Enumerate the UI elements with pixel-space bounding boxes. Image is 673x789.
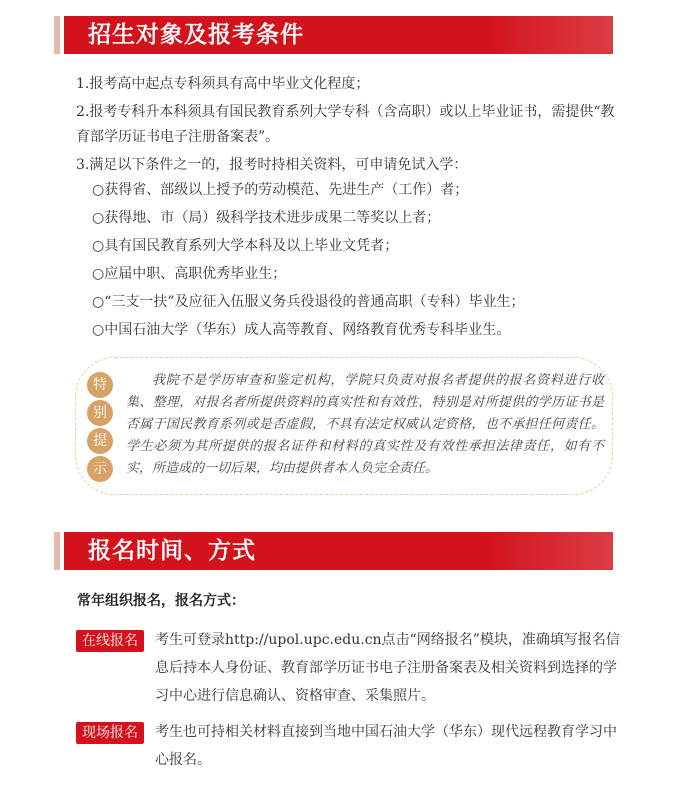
section-title-registration: 报名时间、方式 xyxy=(88,538,256,564)
notice-badge: 示 xyxy=(87,456,113,482)
list-item: 2.报考专科升本科须具有国民教育系列大学专科（含高职）或以上毕业证书，需提供“教育部学历证书电子注册备案表”。 xyxy=(76,104,615,145)
list-item: ○获得省、部级以上授予的劳动模范、先进生产（工作）者； xyxy=(92,182,469,198)
section-banner-requirements xyxy=(64,16,613,54)
special-notice-box xyxy=(75,357,613,495)
notice-badge: 提 xyxy=(87,428,113,454)
notice-badges xyxy=(87,372,113,484)
registration-intro: 常年组织报名，报名方式： xyxy=(77,593,245,609)
exemption-conditions-list xyxy=(92,176,525,344)
list-item: 1.报考高中起点专科须具有高中毕业文化程度； xyxy=(76,76,370,92)
notice-badge: 特 xyxy=(87,372,113,398)
onsite-registration-text: 考生也可持相关材料直接到当地中国石油大学（华东）现代远程教育学习中心报名。 xyxy=(155,724,617,768)
onsite-registration-tag: 现场报名 xyxy=(76,722,144,744)
list-item: ○获得地、市（局）级科学技术进步成果二等奖以上者； xyxy=(92,210,441,226)
list-item: 3.满足以下条件之一的，报考时持相关资料，可申请免试入学： xyxy=(76,157,468,173)
list-item: ○“三支一扶”及应征入伍服义务兵役退役的普通高职（专科）毕业生； xyxy=(92,294,525,310)
online-registration-tag: 在线报名 xyxy=(76,630,144,652)
list-item: ○具有国民教育系列大学本科及以上毕业文凭者； xyxy=(92,238,399,254)
list-item: ○应届中职、高职优秀毕业生； xyxy=(92,266,287,282)
notice-text: 我院不是学历审查和鉴定机构，学院只负责对报名者提供的报名资料进行收集、整理，对报名者所提供资料的真实性和有效性，特别是对所提供的学历证书是否属于国民教育系列或是否虚假，不具有法定权威认定资格，也不承担任何责任。学生必须为其所提供的报名证件和材料的真实性及有效性承担法律责任，如有不实，所造成的一切后果，均由提供者本人负完全责任。 xyxy=(126,373,604,476)
section-banner-registration xyxy=(64,532,613,570)
online-registration-text: 考生可登录http://upol.upc.edu.cn点击“网络报名”模块，准确填写报名信息后持本人身份证、教育部学历证书电子注册备案表及相关资料到选择的学习中心进行信息确认、资格审查、采集照片。 xyxy=(155,632,620,704)
notice-badge: 别 xyxy=(87,400,113,426)
requirements-list xyxy=(76,72,616,181)
section-title-requirements: 招生对象及报考条件 xyxy=(88,22,304,48)
list-item: ○中国石油大学（华东）成人高等教育、网络教育优秀专科毕业生。 xyxy=(92,322,511,338)
